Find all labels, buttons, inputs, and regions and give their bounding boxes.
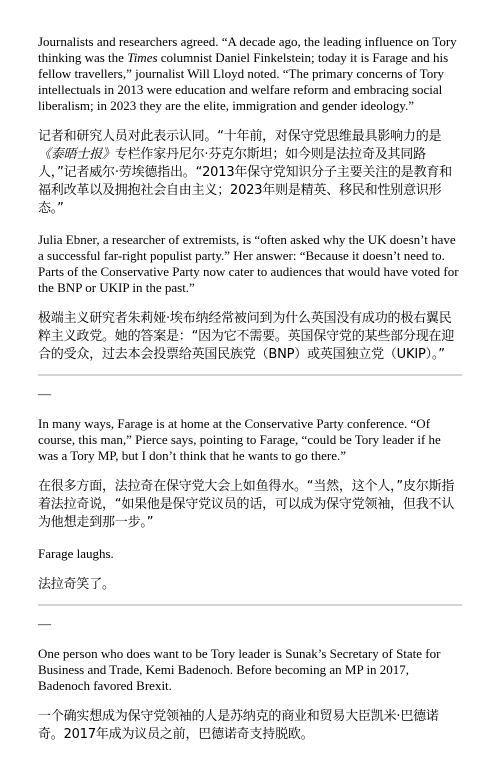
paragraph-4-chinese: 法拉奇笑了。	[38, 577, 115, 592]
paragraph-2-chinese: 极端主义研究者朱莉娅·埃布纳经常被问到为什么英国没有成功的极右翼民粹主义政党。她的答案是：“因为它不需要。英国保守党的某些部分现在迎合的受众，过去本会投票给英国民族党（BNP）或英国独立党（UKIP）。”	[38, 311, 455, 362]
paragraph-1-english	[38, 34, 462, 114]
paragraph-1-english-part-a: Journalists and researchers agreed. “A decade ago, the leading influence on Tory thinking was the	[38, 34, 457, 65]
paragraph-3-chinese: 在很多方面，法拉奇在保守党大会上如鱼得水。“当然，这个人，”皮尔斯指着法拉奇说，“如果他是保守党议员的话，可以成为保守党领袖，但我不认为他想走到那一步。”	[38, 479, 455, 530]
paragraph-1-chinese-part-a: 记者和研究人员对此表示认同。“十年前，对保守党思维最具影响力的是	[38, 129, 442, 144]
times-title: Times	[127, 50, 158, 65]
paragraph-5-chinese: 一个确实想成为保守党领袖的人是苏纳克的商业和贸易大臣凯米·巴德诺奇。2017年成为议员之前，巴德诺奇支持脱欧。	[38, 709, 439, 742]
times-title-chinese: 《泰晤士报》	[38, 147, 115, 162]
paragraph-1-english-part-b: columnist Daniel Finkelstein; today it is Farage and his fellow travellers,” journalist Will Lloyd noted. “The primary concerns of Tory intellectuals in 2013 were education and welfare reform and embracing social liberalism; in 2023 they are the elite, immigration and gender ideology.”	[38, 50, 449, 113]
paragraph-2-english: Julia Ebner, a researcher of extremists, is “often asked why the UK doesn’t have a successful far-right populist party.” Her answer: “Because it doesn’t need to. Parts of the Conservative Party now cater to audiences that would have voted for the BNP or UKIP in the past.”	[38, 232, 459, 295]
section-divider-rule-1	[38, 374, 462, 376]
paragraph-1-chinese-part-b: 专栏作家丹尼尔·芬克尔斯坦；如今则是法拉奇及其同路人，”记者威尔·劳埃德指出。“2013年保守党知识分子主要关注的是教育和福利改革以及拥抱社会自由主义；2023年则是精英、移民和性别意识形态。”	[38, 147, 452, 216]
article-body	[38, 34, 462, 758]
paragraph-5-english: One person who does want to be Tory leader is Sunak’s Secretary of State for Business and Trade, Kemi Badenoch. Before becoming an MP in 2017, Badenoch favored Brexit.	[38, 646, 441, 693]
section-divider-dash-2: —	[38, 616, 51, 631]
section-divider-rule-2	[38, 604, 462, 606]
section-divider-dash-1: —	[38, 386, 51, 401]
paragraph-4-english: Farage laughs.	[38, 546, 114, 561]
paragraph-3-english: In many ways, Farage is at home at the Conservative Party conference. “Of course, this man,” Pierce says, pointing to Farage, “could be Tory leader if he was a Tory MP, but I don’t think that he wants to go there.”	[38, 416, 441, 463]
paragraph-1-chinese	[38, 128, 462, 218]
